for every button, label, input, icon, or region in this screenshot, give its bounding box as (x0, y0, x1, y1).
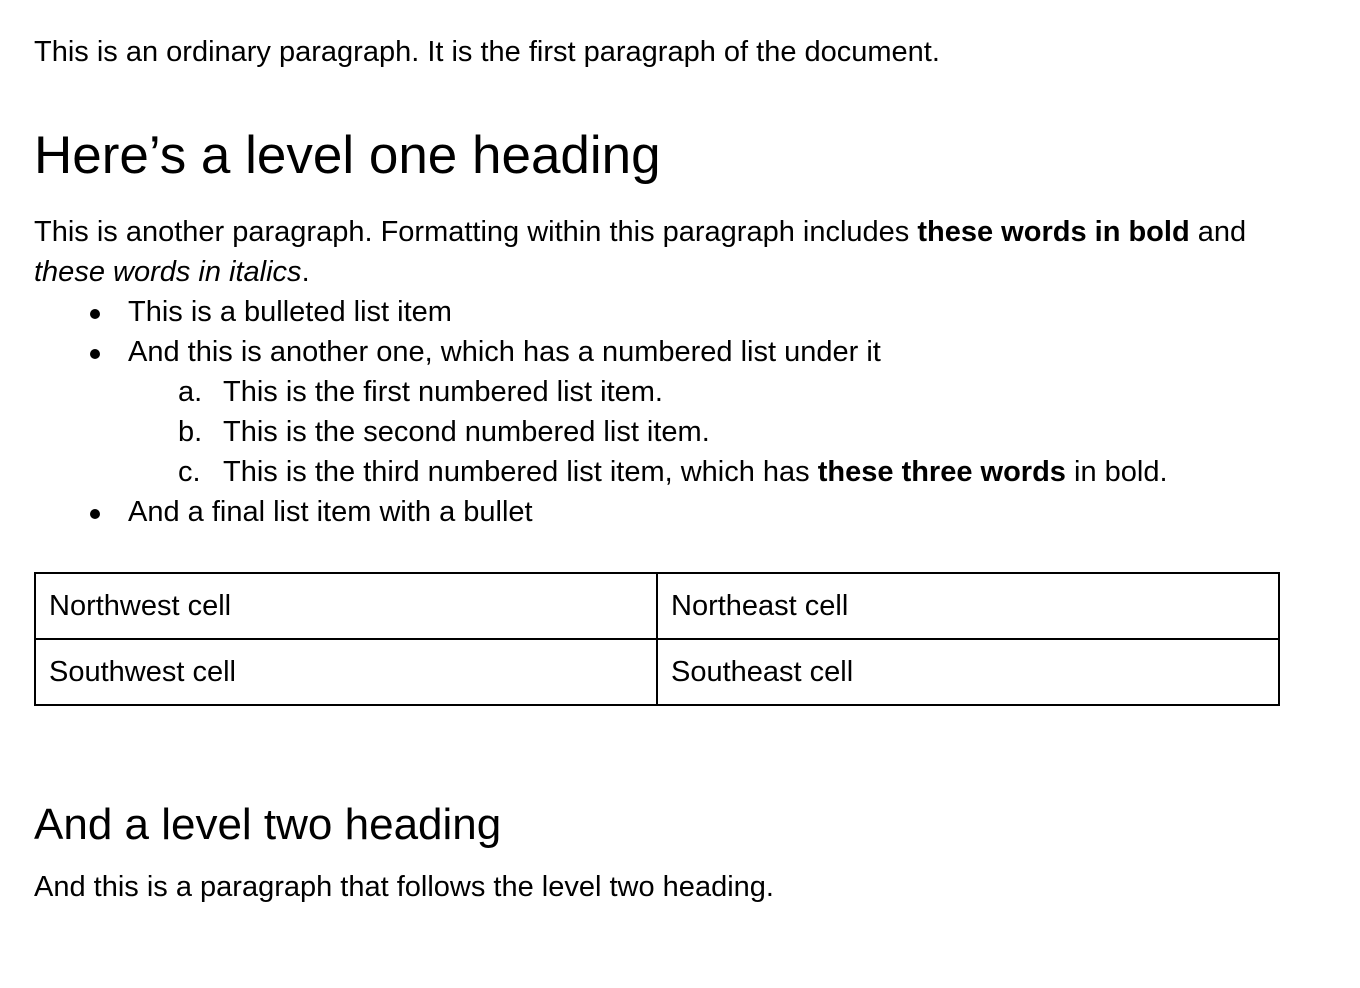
list-item-bullet-2 (34, 332, 1280, 372)
list-marker: c. (178, 456, 201, 488)
table-row (35, 573, 1279, 639)
list-item-bullet-1 (34, 292, 1280, 332)
bullet-icon (90, 309, 100, 319)
list-item-lettered-b (34, 412, 1280, 452)
list-item-text: And this is another one, which has a numbered list under it (128, 336, 881, 368)
list-item-text: This is the third numbered list item, which has these three words in bold. (223, 456, 1168, 488)
table-cell-northwest: Northwest cell (35, 573, 657, 639)
list-item-lettered-c (34, 452, 1280, 492)
table-cell-southeast: Southeast cell (657, 639, 1279, 705)
list-marker: a. (178, 376, 203, 408)
bullet-icon (90, 349, 100, 359)
paragraph-intro: This is an ordinary paragraph. It is the first paragraph of the document. (34, 36, 940, 68)
table-cell-northeast: Northeast cell (657, 573, 1279, 639)
nested-list (34, 292, 1280, 532)
list-item-bullet-3 (34, 492, 1280, 532)
list-item-text: This is a bulleted list item (128, 296, 452, 328)
list-item-text: This is the second numbered list item. (223, 416, 710, 448)
paragraph-closing: And this is a paragraph that follows the level two heading. (34, 871, 774, 903)
content-table (34, 572, 1280, 706)
list-item-text: This is the first numbered list item. (223, 376, 663, 408)
table-row (35, 639, 1279, 705)
table-cell-southwest: Southwest cell (35, 639, 657, 705)
list-item-text: And a final list item with a bullet (128, 496, 533, 528)
bullet-icon (90, 509, 100, 519)
paragraph-formatting: This is another paragraph. Formatting within this paragraph includes these words in bold and these words in italics. (34, 216, 1247, 288)
heading-level-1: Here’s a level one heading (34, 126, 661, 185)
list-item-lettered-a (34, 372, 1280, 412)
list-marker: b. (178, 416, 203, 448)
heading-level-2: And a level two heading (34, 800, 502, 849)
